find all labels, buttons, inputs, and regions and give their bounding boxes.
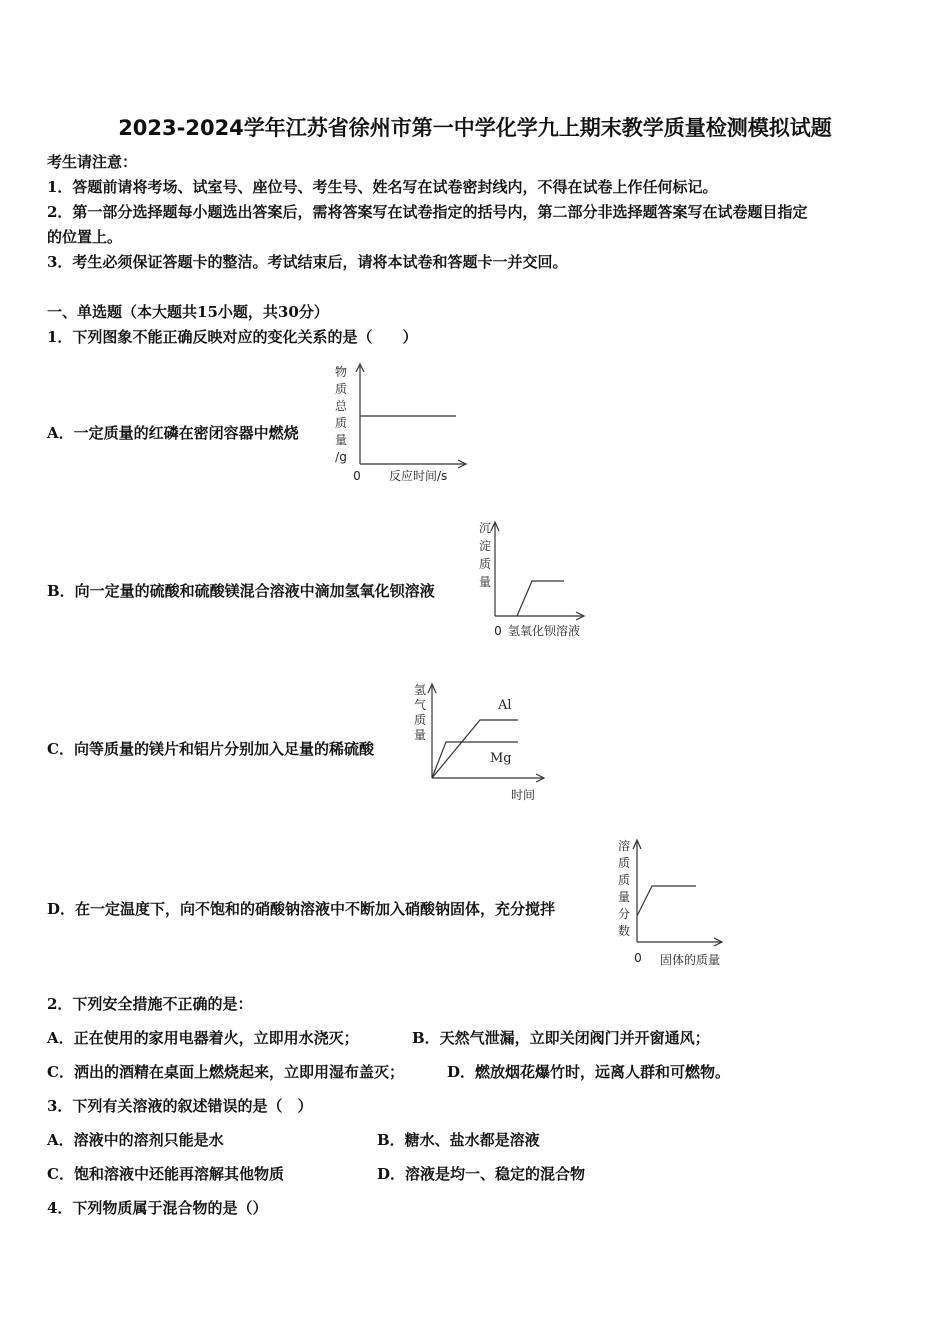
q2-option-d: D．燃放烟花爆竹时，远离人群和可燃物。: [447, 1063, 731, 1081]
graph-c-series-al: [432, 720, 518, 778]
q1-option-c: C．向等质量的镁片和铝片分别加入足量的稀硫酸: [47, 740, 374, 758]
graph-c-ylabel-3: 质: [413, 713, 427, 727]
q2-stem: 2．下列安全措施不正确的是：: [47, 995, 253, 1013]
notice-item-2: 2．第一部分选择题每小题选出答案后，需将答案写在试卷指定的括号内，第二部分非选择题答案写在试卷题目指定: [47, 203, 808, 221]
q3-option-c: C．饱和溶液中还能再溶解其他物质: [47, 1165, 284, 1183]
graph-d-ylabel-6: 数: [617, 924, 631, 938]
section-heading: 一、单选题（本大题共15小题，共30分）: [47, 303, 329, 321]
notice-item-2-cont: 的位置上。: [47, 228, 123, 246]
q1-graph-c: [408, 680, 558, 805]
graph-a-ylabel-1: 物: [334, 365, 348, 379]
graph-b-origin: 0: [494, 624, 502, 638]
graph-b-curve: [517, 581, 564, 616]
graph-d-ylabel-1: 溶: [617, 839, 631, 853]
q2-option-b: B．天然气泄漏，立即关闭阀门并开窗通风；: [412, 1029, 710, 1047]
graph-d-xlabel: 固体的质量: [660, 953, 721, 967]
graph-d-ylabel-3: 质: [617, 873, 631, 887]
graph-c-ylabel-1: 氢: [413, 683, 427, 697]
graph-d-ylabel-2: 质: [617, 856, 631, 870]
graph-a-ylabel-2: 质: [334, 382, 348, 396]
graph-a-ylabel-3: 总: [334, 399, 348, 413]
q1-graph-a: [328, 360, 478, 490]
graph-a-ylabel-5: 量: [334, 433, 348, 447]
q1-option-b: B．向一定量的硫酸和硫酸镁混合溶液中滴加氢氧化钡溶液: [47, 582, 435, 600]
graph-b-ylabel-1: 沉: [478, 521, 492, 535]
q2-option-c: C．洒出的酒精在桌面上燃烧起来，立即用湿布盖灭；: [47, 1063, 404, 1081]
graph-c-ylabel-2: 气: [413, 698, 427, 712]
graph-b-ylabel-3: 质: [478, 557, 492, 571]
graph-a-origin: 0: [353, 469, 361, 483]
q3-stem: 3．下列有关溶液的叙述错误的是（ ）: [47, 1097, 313, 1115]
graph-d-origin: 0: [634, 951, 642, 965]
graph-d-curve: [637, 886, 696, 916]
q1-stem: 1．下列图象不能正确反映对应的变化关系的是（ ）: [47, 328, 418, 346]
graph-c-series-label-al: Al: [498, 698, 512, 713]
graph-b-xlabel: 氢氧化钡溶液: [508, 624, 581, 638]
q3-option-d: D．溶液是均一、稳定的混合物: [377, 1165, 586, 1183]
graph-c-xlabel: 时间: [511, 788, 536, 802]
graph-a-ylabel-6: /g: [335, 450, 347, 464]
graph-c-ylabel-4: 量: [413, 728, 427, 742]
graph-a-xlabel: 反应时间/s: [389, 469, 448, 483]
graph-d-ylabel-5: 分: [617, 907, 631, 921]
graph-c-series-label-mg: Mg: [490, 751, 512, 766]
q3-option-a: A．溶液中的溶剂只能是水: [47, 1131, 224, 1149]
notice-item-3: 3．考生必须保证答题卡的整洁。考试结束后，请将本试卷和答题卡一并交回。: [47, 253, 568, 271]
notice-heading: 考生请注意：: [47, 153, 138, 171]
q2-option-a: A．正在使用的家用电器着火，立即用水浇灭；: [47, 1029, 359, 1047]
graph-b-ylabel-2: 淀: [478, 539, 492, 553]
q3-option-b: B．糖水、盐水都是溶液: [377, 1131, 540, 1149]
graph-a-ylabel-4: 质: [334, 416, 348, 430]
q1-option-d: D．在一定温度下，向不饱和的硝酸钠溶液中不断加入硝酸钠固体，充分搅拌: [47, 900, 556, 918]
graph-d-ylabel-4: 量: [617, 890, 631, 904]
notice-item-1: 1．答题前请将考场、试室号、座位号、考生号、姓名写在试卷密封线内，不得在试卷上作任何标记。: [47, 178, 718, 196]
graph-b-ylabel-4: 量: [478, 575, 492, 589]
q1-option-a: A．一定质量的红磷在密闭容器中燃烧: [47, 424, 299, 442]
q1-graph-b: [474, 518, 599, 643]
q4-stem: 4．下列物质属于混合物的是（）: [47, 1199, 268, 1217]
q1-graph-d: [612, 836, 737, 971]
page-title: 2023-2024学年江苏省徐州市第一中学化学九上期末教学质量检测模拟试题: [118, 116, 832, 140]
